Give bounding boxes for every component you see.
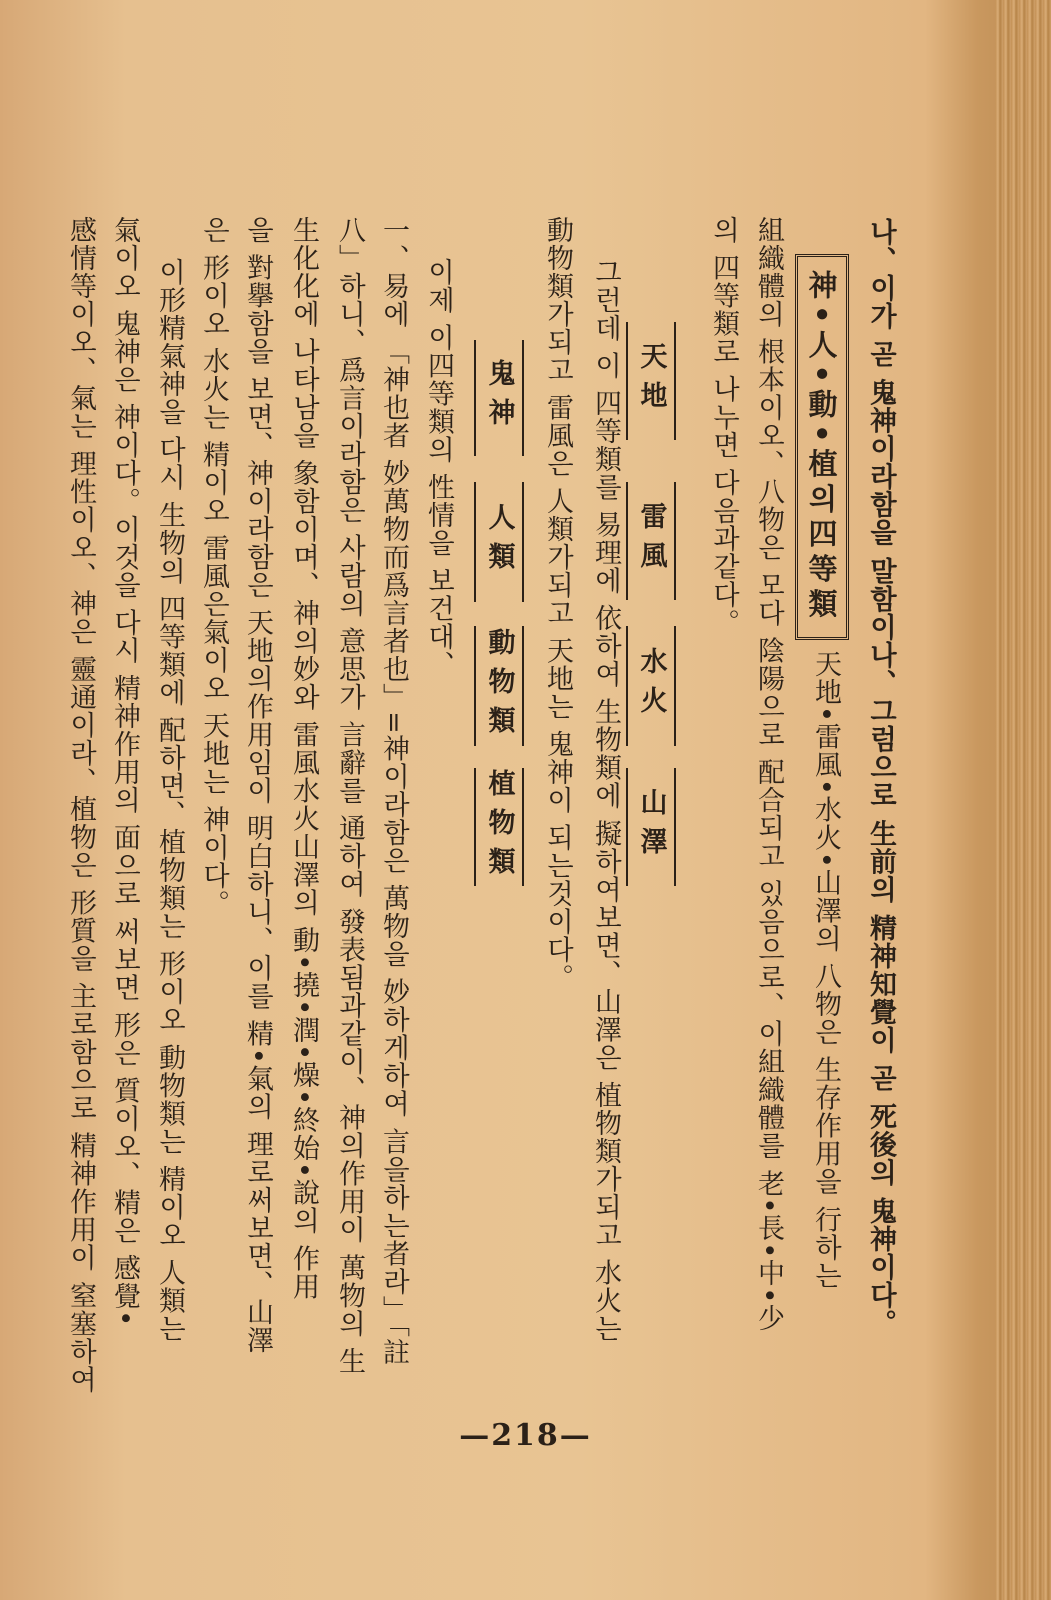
text-line-4: 의 四等類로 나누면 다음과같다。 (708, 216, 739, 637)
diagram-cell-dongwulei: 動物類 (474, 626, 524, 746)
diagram-cell-shanze: 山澤 (626, 768, 676, 886)
text-line-8: 一、易에 「神也者 妙萬物而爲言者也」=神이라함은 萬物을 妙하게하여 言을하는者라」「註 (378, 216, 409, 1367)
text-line-12: 은 形이오 水火는 精이오 雷風은氣이오 天地는 神이다。 (198, 216, 229, 918)
text-line-14: 氣이오 鬼神은 神이다。이것을 다시 精神作用의 面으로 써보면 形은 質이오、精은 感覺• (109, 216, 140, 1328)
diagram-cell-leifeng: 雷風 (626, 482, 676, 600)
diagram-cell-zhiwulei: 植物類 (474, 768, 524, 886)
text-line-1: 나、이가 곧 鬼神이라함을 말함이나、그럼으로 生前의 精神知覺이 곧 死後의 鬼神이다。 (865, 218, 896, 1338)
text-line-15: 感情等이오、氣는 理性이오、神은 靈通이라、植物은 形質을 主로함으로 精神作用이 窒塞하여 (65, 216, 96, 1394)
text-line-10: 生化化에 나타남을 象함이며、神의妙와 雷風水火山澤의 動•撓•潤•燥•終始•說의 作用 (288, 216, 319, 1301)
page-edge (995, 0, 1051, 1600)
diagram-cell-shuihuo: 水火 (626, 626, 676, 746)
text-line-3: 組織體의 根本이오、八物은 모다 陰陽으로 配合되고 있음으로、이組織體를 老•長•中•少 (753, 216, 784, 1333)
diagram-cell-renlei: 人類 (474, 482, 524, 602)
page-number: —218— (459, 1418, 592, 1453)
text-line-9: 八」하니、爲言이라함은 사람의 意思가 言辭를 通하여 發表됨과같이、神의作用이 萬物의 生 (334, 216, 365, 1376)
section-title: 神•人•動•植의四等類 (795, 254, 849, 640)
diagram-cell-tianji: 天地 (626, 322, 676, 440)
text-line-7: 이제 이四等類의 性情을 보건대、 (423, 258, 454, 679)
text-line-6: 動物類가되고 雷風은 人類가되고 天地는 鬼神이 되는것이다。 (542, 216, 573, 992)
diagram-cell-guishen: 鬼神 (474, 340, 524, 456)
text-line-5: 그런데 이 四等類를 易理에 依하여 生物類에 擬하여보면、山澤은 植物類가되고 水火는 (590, 258, 621, 1343)
text-line-11: 을 對擧함을 보면、神이라함은 天地의作用임이 明白하니、이를 精•氣의 理로써보면、山澤 (242, 216, 273, 1355)
text-line-2: 天地•雷風•水火•山澤의 八物은 生存作用을 行하는 (810, 650, 841, 1290)
text-line-13: 이形精氣神을 다시 生物의 四等類에 配하면、植物類는 形이오 動物類는 精이오 人類는 (154, 258, 185, 1343)
